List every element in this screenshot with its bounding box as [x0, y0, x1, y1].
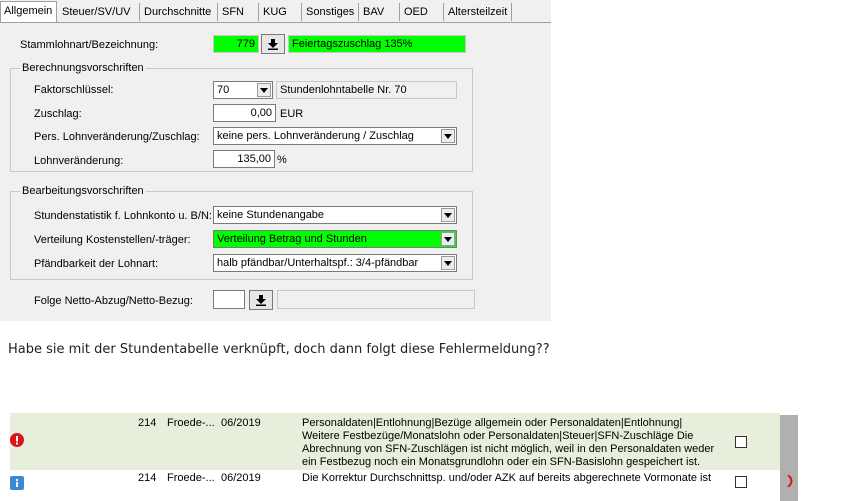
error-message-line: Die Korrektur Durchschnittsp. und/oder AZK auf bereits abgerechnete Vormonate ist — [302, 472, 712, 484]
chevron-down-icon[interactable] — [257, 83, 271, 97]
error-employee: Froede-... — [167, 472, 215, 484]
download-arrow-icon — [255, 294, 267, 306]
zuschlag-label: Zuschlag: — [34, 108, 82, 120]
tab-bar — [0, 0, 551, 22]
download-arrow-icon — [267, 38, 279, 50]
tab-oed[interactable] — [401, 3, 444, 21]
lohnart-dialog — [0, 0, 551, 321]
error-message-line: Weitere Festbezüge/Monatslohn oder Personaldaten|Steuer|SFN-Zuschläge Die — [302, 430, 694, 442]
error-message-line: ein Festbezug noch ein Monatsgrundlohn oder ein SFN-Basislohn gespeichert ist. — [302, 456, 701, 468]
tab-label: Steuer/SV/UV — [62, 6, 131, 18]
error-message-line: Personaldaten|Entlohnung|Bezüge allgemein oder Personaldaten|Entlohnung| — [302, 417, 683, 429]
list-scrollbar[interactable] — [780, 415, 798, 501]
stammlohnart-name: Feiertagszuschlag 135% — [288, 35, 466, 53]
chevron-down-icon[interactable] — [441, 208, 455, 222]
tab-label: BAV — [363, 6, 385, 18]
folge-netto-description — [277, 290, 475, 309]
faktor-description: Stundenlohntabelle Nr. 70 — [276, 81, 457, 99]
folge-netto-label: Folge Netto-Abzug/Netto-Bezug: — [34, 295, 193, 307]
zuschlag-unit: EUR — [280, 108, 304, 120]
error-period: 06/2019 — [221, 472, 261, 484]
forum-question-text: Habe sie mit der Stundentabelle verknüpft, doch dann folgt diese Fehlermeldung?? — [8, 342, 550, 357]
chevron-down-icon[interactable] — [441, 232, 455, 246]
lohnveraenderung-input[interactable]: 135,00 — [213, 150, 275, 168]
faktor-select[interactable] — [213, 81, 273, 99]
verteilung-label: Verteilung Kostenstellen/-träger: — [34, 234, 191, 246]
error-employee: Froede-... — [167, 417, 215, 429]
berechnung-title: Berechnungsvorschriften — [22, 62, 144, 74]
stammlohnart-number[interactable]: 779 — [213, 35, 259, 53]
tab-label: Durchschnitte — [144, 6, 212, 18]
bearbeitung-title: Bearbeitungsvorschriften — [22, 185, 144, 197]
stundenstatistik-select[interactable] — [213, 206, 457, 224]
stammlohnart-pick-button[interactable] — [261, 34, 285, 54]
tab-bav[interactable] — [360, 3, 400, 21]
error-checkbox[interactable] — [735, 436, 747, 448]
error-row[interactable] — [10, 470, 780, 501]
tab-label: Altersteilzeit — [448, 6, 508, 18]
warning-mark-icon — [786, 475, 796, 487]
tab-steuer-sv-uv[interactable] — [59, 3, 140, 21]
tab-label: SFN — [222, 6, 244, 18]
pfaendbarkeit-value: halb pfändbar/Unterhaltspf.: 3/4-pfändbar — [217, 257, 419, 269]
error-number: 214 — [138, 472, 157, 484]
tab-label: OED — [404, 6, 428, 18]
lohnveraenderung-unit: % — [277, 154, 287, 166]
pers-lohnveraenderung-label: Pers. Lohnveränderung/Zuschlag: — [34, 131, 200, 143]
error-number: 214 — [138, 417, 157, 429]
pfaendbarkeit-select[interactable] — [213, 254, 457, 272]
tab-durchschnitte[interactable] — [141, 3, 218, 21]
tab-kug[interactable] — [260, 3, 302, 21]
error-row[interactable] — [10, 413, 780, 470]
chevron-down-icon[interactable] — [441, 256, 455, 270]
stammlohnart-label: Stammlohnart/Bezeichnung: — [20, 39, 159, 51]
info-icon — [10, 476, 24, 490]
tab-sonstiges[interactable] — [303, 3, 359, 21]
error-message-line: Abrechnung von SFN-Zuschlägen ist nicht möglich, weil in den Personaldaten weder — [302, 443, 715, 455]
tab-label: KUG — [263, 6, 287, 18]
tab-allgemein[interactable] — [0, 1, 57, 23]
tab-label: Sonstiges — [306, 6, 355, 18]
stundenstatistik-value: keine Stundenangabe — [217, 209, 325, 221]
faktor-value: 70 — [217, 84, 230, 96]
pfaendbarkeit-label: Pfändbarkeit der Lohnart: — [34, 258, 159, 270]
zuschlag-input[interactable]: 0,00 — [213, 104, 276, 122]
error-checkbox[interactable] — [735, 476, 747, 488]
error-icon — [10, 433, 24, 447]
pers-lohnveraenderung-value: keine pers. Lohnveränderung / Zuschlag — [217, 130, 414, 142]
tab-label: Allgemein — [4, 5, 53, 17]
faktor-label: Faktorschlüssel: — [34, 84, 114, 96]
tab-sfn[interactable] — [219, 3, 259, 21]
error-list — [10, 413, 798, 501]
tab-divider — [0, 22, 551, 23]
error-period: 06/2019 — [221, 417, 261, 429]
tab-altersteilzeit[interactable] — [445, 3, 512, 21]
verteilung-value: Verteilung Betrag und Stunden — [217, 233, 367, 245]
stundenstatistik-label: Stundenstatistik f. Lohnkonto u. B/N: — [34, 210, 212, 222]
chevron-down-icon[interactable] — [441, 129, 455, 143]
folge-netto-input[interactable] — [213, 290, 245, 309]
lohnveraenderung-label: Lohnveränderung: — [34, 155, 124, 167]
folge-netto-pick-button[interactable] — [249, 290, 273, 310]
pers-lohnveraenderung-select[interactable] — [213, 127, 457, 145]
verteilung-select[interactable] — [213, 230, 457, 248]
